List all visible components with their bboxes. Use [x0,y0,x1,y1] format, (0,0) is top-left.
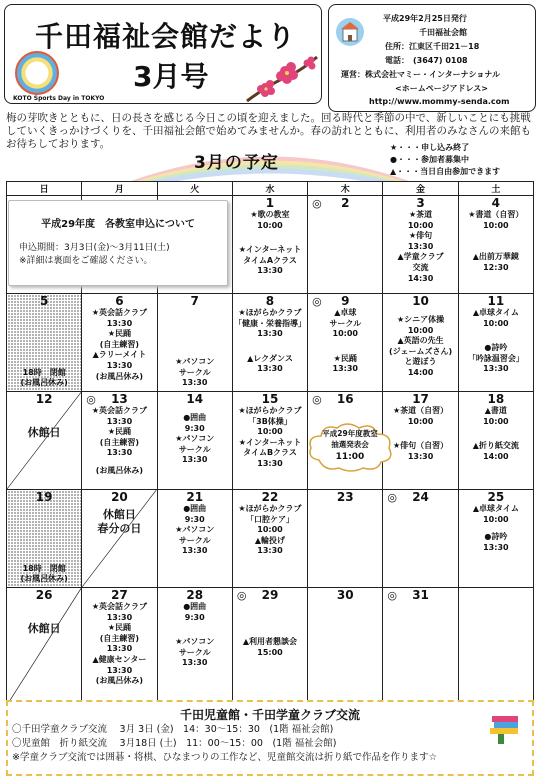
event-line [233,347,307,354]
event-line: (お風呂休み) [95,676,144,686]
day-number: 16 [336,392,354,406]
day-number: 6 [115,294,124,308]
calendar-day-cell [383,196,458,294]
event-line [158,623,232,630]
event-line [233,616,307,623]
day-number: 19 [35,490,53,504]
closed-day-label: 休館日 [27,426,61,439]
event-line: 10:00 [407,325,434,335]
event-line: と遊ぼう [404,357,437,367]
day-number: 11 [487,294,505,308]
day-number: 9 [341,294,350,308]
event-line: 10:00 [483,416,509,426]
exchange-title: 千田児童館・千田学童クラブ交流 [179,708,360,722]
day-number: 26 [35,588,53,602]
event-line: 13:30 [257,546,283,556]
calendar-day-cell [458,490,533,588]
event-line: (自主練習) [99,339,140,349]
event-bottom-group [158,357,232,389]
calendar-day-cell [7,588,82,706]
weekday-fri: 金 [383,182,458,196]
event-line: ▲書道 [484,406,507,415]
day-number: 7 [190,294,199,308]
event-line: ▲卓球 [334,308,357,317]
event-line: タイムBクラス [243,448,297,458]
event-line: 14:30 [407,273,434,283]
notice-title: 平成29年度 各教室申込について [41,219,195,230]
weekday-sat: 土 [458,182,533,196]
closed-slash-line [82,490,156,587]
day-number: 14 [186,392,204,406]
day-number: 22 [261,490,279,504]
calendar-day-cell [458,392,533,490]
legend-item: ▲・・・当日自由参加できます [390,167,501,176]
title-box [4,4,322,104]
event-line [233,340,307,347]
exchange-info-box [6,700,534,776]
event-bottom-group [7,564,81,585]
calendar-day-cell [7,294,82,392]
event-line [233,238,307,245]
calendar-day-cell [82,392,157,490]
event-line: 10:00 [483,318,509,328]
event-line: ▲英語の先生 [397,336,444,346]
day-number: 15 [261,392,279,406]
day-number: 12 [35,392,53,406]
event-line: 「口腔ケア」 [245,514,294,524]
event-line: (お風呂休み) [95,465,144,475]
event-line: ▲利用者懇談会 [242,637,298,646]
day-number: 31 [412,588,429,602]
event-line: ▲レクダンス [247,353,293,363]
event-line [459,336,533,343]
event-line [308,340,382,347]
homepage-label: <ホームページアドレス> [395,84,489,93]
day-number: 5 [39,294,49,308]
event-line: ★パソコン [175,357,215,367]
event-line: ●囲曲 [183,602,207,611]
event-line: 13:30 [181,546,208,556]
publisher-info-box [328,4,536,112]
day-number: 30 [336,588,354,602]
closed-slash-line [7,588,81,705]
day-number: 13 [111,392,128,406]
lottery-announcement [308,428,392,463]
calendar-day-cell [458,196,533,294]
weekday-sun: 日 [7,182,82,196]
event-line: 10:00 [483,514,509,524]
legend-item: ★・・・申し込み終了 [390,143,470,152]
calendar-day-cell [232,588,307,706]
event-line: ▲卓球タイム [472,308,519,317]
event-line: (自主練習) [99,633,140,643]
event-line [459,329,533,336]
event-line [233,602,307,609]
closed-day-label: 休館日 [27,622,61,635]
event-line: 13:30 [483,542,509,552]
event-line: 10:00 [257,220,283,230]
event-line: ★民踊 [107,427,131,437]
event-line: サークル [329,318,362,328]
event-line: 14:00 [483,451,509,461]
event-line: 13:30 [106,612,133,622]
closed-day-label: 休館日 [102,508,136,521]
newsletter-title: 千田福祉会館だより [35,20,297,53]
plum-blossom-icon [241,53,321,105]
event-line: ★シニア体操 [396,315,445,324]
event-line: ★歌の教室 [250,210,290,219]
event-line: ●詩吟 [484,532,508,542]
calendar-day-cell [458,294,533,392]
event-line: 13:30 [407,451,434,461]
event-line: ▲輪投げ [254,535,286,545]
event-line [158,406,232,413]
event-line: ▲学童クラブ [397,252,444,262]
event-line [158,630,232,637]
day-number: 21 [186,490,204,504]
event-line: 14:00 [407,367,434,377]
day-number: 17 [412,392,429,406]
address: 住所：江東区千田21－18 [385,42,480,51]
calendar-day-cell [308,294,383,392]
day-number: 4 [491,196,501,210]
event-line [459,238,533,245]
event-line: 10:00 [257,525,283,535]
closed-day-label: 春分の日 [97,522,142,535]
event-line: ★インターネット [238,245,302,255]
event-line: ★英会話クラブ [91,308,147,317]
event-line [459,427,533,434]
event-line: ★パソコン [175,525,215,535]
calendar-week-row [7,392,534,490]
calendar-day-cell [157,392,232,490]
event-line: ★パソコン [175,434,215,444]
event-line: ★俳句 [408,231,433,241]
day-number: 18 [487,392,505,406]
day-number: 25 [487,490,505,504]
calendar-day-cell [82,588,157,706]
calendar-week-row [7,588,534,706]
event-line: 「3B体操」 [248,416,292,426]
exchange-line: 〇児童館 折り紙交流 3月18日 (土) 11：00～15：00 (1階 福祉会館) [12,738,337,749]
legend-item: ●・・・参加者募集中 [390,155,469,164]
event-line: 交流 [412,262,429,272]
event-line: (お風呂休み) [20,378,68,388]
day-number: 8 [265,294,275,308]
event-line: 13:30 [483,364,509,374]
schedule-title: 3月の予定 [194,153,279,173]
event-line: サークル [178,367,211,377]
event-line: 10:00 [407,220,434,230]
event-line: ▲出前万華鏡 [472,252,519,262]
event-line [308,347,382,354]
event-line: 13:30 [181,658,208,668]
event-line [233,630,307,637]
double-circle-icon: ◎ [387,589,398,602]
day-number: 1 [265,196,275,210]
event-line: 12:30 [483,262,509,272]
day-number: 28 [186,588,204,602]
event-line: ★書道（自習） [468,210,524,219]
intro-paragraph: 梅の芽吹きとともに、日の長さを感じる今日この頃を迎えました。回る時代と季節の中で、新しいことにも挑戦していくきっかけづくりを、千田福祉会館で始めてみませんか。春の訪れとともに、利用者のみなさんの来館もお待ちしております。 [6,112,531,150]
event-line: ●囲曲 [183,413,207,422]
calendar-day-cell [232,196,307,294]
class-application-notice [8,200,228,286]
calendar-day-cell [308,196,383,294]
weekday-tue: 火 [157,182,232,196]
calendar-day-cell [7,392,82,490]
event-line: ★ほがらかクラブ [238,504,302,513]
calendar-week-row [7,490,534,588]
double-circle-icon: ◎ [312,393,322,406]
legend [390,142,500,178]
event-line [459,231,533,238]
event-line: サークル [178,535,211,545]
event-line: 18時 閉館 [22,367,66,377]
phone: 電話： (3647) 0108 [385,56,468,65]
weekday-thu: 木 [308,182,383,196]
calendar-day-cell [308,490,383,588]
event-line: ▲ラリーメイト [92,350,147,360]
event-line: 13:30 [106,416,133,426]
calendar-day-cell [82,294,157,392]
event-line: 10:00 [483,220,509,230]
day-number: 10 [412,294,429,308]
event-line: (ジェームズさん) [388,346,453,356]
day-number: 3 [416,196,425,210]
calendar-day-cell [157,490,232,588]
event-line [459,245,533,252]
event-line: 13:30 [257,458,283,468]
event-bottom-group [7,368,81,389]
building-icon [335,17,365,47]
calendar-day-cell [383,588,458,706]
event-line: 13:30 [257,329,283,339]
calendar-day-cell [308,588,383,706]
event-line: 13:30 [257,266,283,276]
event-line: 13:30 [106,360,133,370]
exchange-note: ※学童クラブ交流では囲碁・将棋、ひなまつりの工作など、児童館交流は折り紙で作品を作ります☆ [12,752,437,763]
homepage-link[interactable]: http://www.mommy-senda.com [369,97,510,106]
event-line: 9:30 [184,423,205,433]
event-line: ★民踊 [333,353,357,363]
event-line: タイムAクラス [243,255,297,265]
event-line: 「吟詠温習会」 [467,353,524,363]
event-line: ▲折り紙交流 [472,441,519,451]
event-line: 13:30 [106,448,133,458]
event-line [82,459,156,466]
event-line: ★英会話クラブ [91,406,147,415]
event-line: サークル [178,647,211,657]
cloud-line: 抽選発表会 [331,440,369,449]
books-icon [486,706,526,746]
event-line [233,231,307,238]
event-line: (お風呂休み) [20,574,68,584]
event-line: (自主練習) [99,437,140,447]
closed-slash-line [7,392,81,489]
event-line: ★英会話クラブ [91,602,147,611]
calendar-day-cell [383,294,458,392]
event-line: (お風呂休み) [95,371,144,381]
event-line: 10:00 [257,427,283,437]
double-circle-icon: ◎ [312,197,322,210]
calendar-day-cell [383,490,458,588]
event-line: ★民踊 [107,623,131,633]
double-circle-icon: ◎ [86,393,96,406]
event-line: 13:30 [106,318,133,328]
weekday-wed: 水 [232,182,307,196]
notice-note: ※詳細は裏面をご確認ください。 [19,256,153,266]
day-number: 27 [111,588,128,602]
event-line: ●詩吟 [484,343,508,353]
event-line: 13:30 [181,455,208,465]
event-line: ★ほがらかクラブ [238,308,302,317]
sports-day-logo-icon [15,51,59,95]
event-line: 13:30 [106,644,133,654]
day-number: 2 [341,196,350,210]
event-line [459,434,533,441]
event-line: ★パソコン [175,637,215,647]
double-circle-icon: ◎ [387,491,398,504]
event-line: 13:30 [407,241,434,251]
publisher-name: 千田福祉会館 [419,28,467,37]
day-number: 20 [111,490,128,504]
calendar-day-cell [458,588,533,706]
double-circle-icon: ◎ [236,589,247,602]
event-line: ●囲曲 [183,504,207,513]
event-line [459,525,533,532]
event-line [383,308,457,315]
calendar-day-cell [157,588,232,706]
sports-day-logo-text: KOTO Sports Day in TOKYO [13,95,105,102]
calendar-day-cell [232,294,307,392]
event-line: ★インターネット [238,437,302,447]
double-circle-icon: ◎ [312,295,322,308]
event-line: 9:30 [184,514,205,524]
calendar-day-cell [157,294,232,392]
notice-period: 申込期間：3月3日(金)～3月11日(土) [19,243,170,253]
event-line [233,623,307,630]
calendar-week-row [7,294,534,392]
event-line: ★民踊 [107,329,131,339]
event-line [233,609,307,616]
event-line: 13:30 [257,364,283,374]
weekday-mon: 月 [82,182,157,196]
calendar-day-cell [7,490,82,588]
event-line: 10:00 [332,329,358,339]
calendar-day-cell [82,490,157,588]
event-line: サークル [178,444,211,454]
day-number: 23 [336,490,354,504]
published-date: 平成29年2月25日発行 [383,14,467,23]
cloud-line: 11:00 [335,452,365,462]
operator: 運営：株式会社マミー・インターナショナル [341,70,500,79]
event-line: 18時 閉館 [22,563,66,573]
calendar-day-cell [232,392,307,490]
event-line: 15:00 [257,647,283,657]
event-line: 13:30 [181,378,208,388]
exchange-line: 〇千田学童クラブ交流 3月 3日 (金) 14：30～15：30 (1階 福祉会館) [12,724,334,735]
event-line: 13:30 [106,665,133,675]
event-line: ★茶道（自習） [392,406,449,415]
weekday-header-row [7,182,534,196]
cloud-line: 平成29年度教室 [322,429,378,438]
day-number: 24 [412,490,429,504]
issue-label: 3月号 [133,60,209,93]
event-line: 9:30 [184,612,205,622]
event-line: 「健康・栄養指導」 [233,318,306,328]
event-line: ★茶道 [408,210,433,219]
event-line: ▲卓球タイム [472,504,519,513]
event-line: ★ほがらかクラブ [238,406,302,415]
event-line: 13:30 [332,364,358,374]
event-line: ★俳句（自習） [392,441,449,451]
day-number: 29 [261,588,279,602]
event-line: ▲健康センター [92,654,147,664]
event-line: 10:00 [407,416,434,426]
calendar-day-cell [232,490,307,588]
